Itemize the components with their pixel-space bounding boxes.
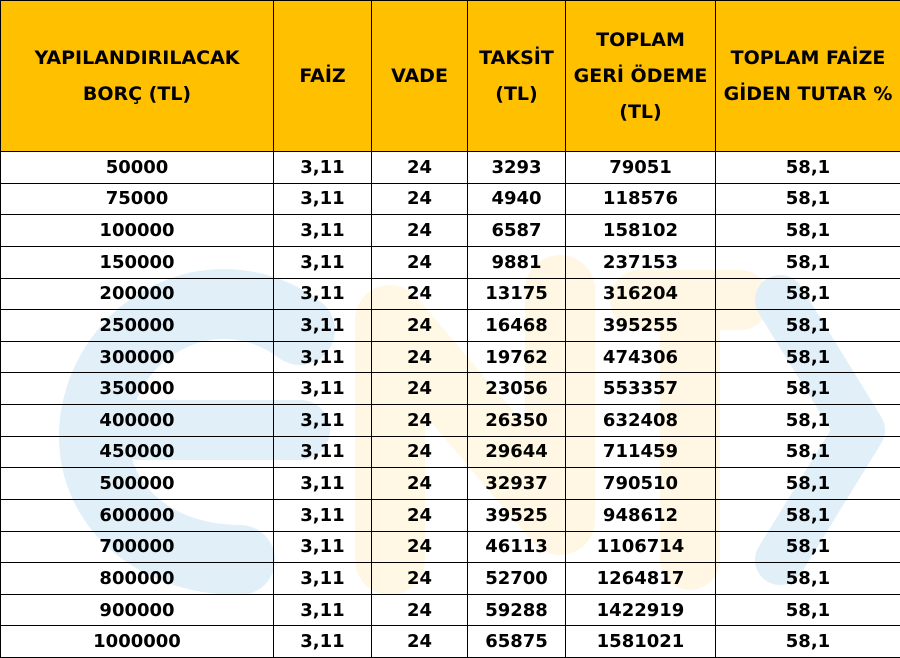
cell-term: 24 xyxy=(372,626,468,658)
column-header-debt-amount: YAPILANDIRILACAK BORÇ (TL) xyxy=(1,1,274,152)
table-row xyxy=(1,405,900,437)
cell-term: 24 xyxy=(372,278,468,310)
table-header-row xyxy=(1,1,900,152)
cell-total-repayment: 1106714 xyxy=(566,531,716,563)
cell-total-repayment: 1422919 xyxy=(566,594,716,626)
cell-total-interest-percent: 58,1 xyxy=(716,626,900,658)
cell-debt-amount: 900000 xyxy=(1,594,274,626)
cell-term: 24 xyxy=(372,563,468,595)
cell-total-repayment: 790510 xyxy=(566,468,716,500)
cell-debt-amount: 800000 xyxy=(1,563,274,595)
cell-total-repayment: 948612 xyxy=(566,499,716,531)
cell-installment: 9881 xyxy=(468,246,566,278)
table-row xyxy=(1,594,900,626)
cell-total-repayment: 237153 xyxy=(566,246,716,278)
column-header-total-interest-percent: TOPLAM FAİZE GİDEN TUTAR % xyxy=(716,1,900,152)
cell-debt-amount: 150000 xyxy=(1,246,274,278)
cell-total-interest-percent: 58,1 xyxy=(716,373,900,405)
cell-term: 24 xyxy=(372,499,468,531)
cell-debt-amount: 500000 xyxy=(1,468,274,500)
column-header-term: VADE xyxy=(372,1,468,152)
cell-debt-amount: 200000 xyxy=(1,278,274,310)
cell-debt-amount: 450000 xyxy=(1,436,274,468)
cell-interest-rate: 3,11 xyxy=(274,499,372,531)
cell-debt-amount: 75000 xyxy=(1,183,274,215)
cell-total-interest-percent: 58,1 xyxy=(716,405,900,437)
cell-installment: 65875 xyxy=(468,626,566,658)
cell-debt-amount: 350000 xyxy=(1,373,274,405)
cell-total-repayment: 632408 xyxy=(566,405,716,437)
cell-total-interest-percent: 58,1 xyxy=(716,594,900,626)
cell-total-repayment: 1264817 xyxy=(566,563,716,595)
table-row xyxy=(1,152,900,184)
cell-total-interest-percent: 58,1 xyxy=(716,531,900,563)
cell-total-interest-percent: 58,1 xyxy=(716,310,900,342)
cell-interest-rate: 3,11 xyxy=(274,246,372,278)
cell-total-interest-percent: 58,1 xyxy=(716,152,900,184)
cell-term: 24 xyxy=(372,373,468,405)
cell-debt-amount: 50000 xyxy=(1,152,274,184)
cell-total-interest-percent: 58,1 xyxy=(716,183,900,215)
cell-interest-rate: 3,11 xyxy=(274,183,372,215)
cell-term: 24 xyxy=(372,215,468,247)
table-row xyxy=(1,246,900,278)
table-row xyxy=(1,310,900,342)
cell-total-repayment: 474306 xyxy=(566,341,716,373)
table-row xyxy=(1,626,900,658)
cell-interest-rate: 3,11 xyxy=(274,152,372,184)
cell-installment: 26350 xyxy=(468,405,566,437)
cell-term: 24 xyxy=(372,183,468,215)
cell-debt-amount: 300000 xyxy=(1,341,274,373)
column-header-interest-rate: FAİZ xyxy=(274,1,372,152)
cell-term: 24 xyxy=(372,152,468,184)
cell-interest-rate: 3,11 xyxy=(274,278,372,310)
cell-total-interest-percent: 58,1 xyxy=(716,246,900,278)
cell-term: 24 xyxy=(372,531,468,563)
table-row xyxy=(1,468,900,500)
cell-total-repayment: 711459 xyxy=(566,436,716,468)
cell-debt-amount: 700000 xyxy=(1,531,274,563)
cell-total-repayment: 158102 xyxy=(566,215,716,247)
cell-interest-rate: 3,11 xyxy=(274,563,372,595)
cell-total-interest-percent: 58,1 xyxy=(716,215,900,247)
cell-total-repayment: 316204 xyxy=(566,278,716,310)
cell-total-repayment: 1581021 xyxy=(566,626,716,658)
cell-debt-amount: 100000 xyxy=(1,215,274,247)
cell-installment: 46113 xyxy=(468,531,566,563)
table-row xyxy=(1,341,900,373)
cell-total-interest-percent: 58,1 xyxy=(716,499,900,531)
cell-total-interest-percent: 58,1 xyxy=(716,468,900,500)
cell-term: 24 xyxy=(372,341,468,373)
cell-total-repayment: 118576 xyxy=(566,183,716,215)
cell-debt-amount: 600000 xyxy=(1,499,274,531)
cell-total-interest-percent: 58,1 xyxy=(716,341,900,373)
cell-interest-rate: 3,11 xyxy=(274,468,372,500)
table-row xyxy=(1,183,900,215)
table-row xyxy=(1,215,900,247)
table-row xyxy=(1,436,900,468)
cell-installment: 23056 xyxy=(468,373,566,405)
cell-installment: 59288 xyxy=(468,594,566,626)
column-header-installment: TAKSİT (TL) xyxy=(468,1,566,152)
table-row xyxy=(1,499,900,531)
cell-term: 24 xyxy=(372,468,468,500)
cell-total-repayment: 395255 xyxy=(566,310,716,342)
cell-total-interest-percent: 58,1 xyxy=(716,563,900,595)
table-row xyxy=(1,278,900,310)
cell-interest-rate: 3,11 xyxy=(274,594,372,626)
cell-installment: 3293 xyxy=(468,152,566,184)
column-header-total-repayment: TOPLAM GERİ ÖDEME (TL) xyxy=(566,1,716,152)
cell-term: 24 xyxy=(372,594,468,626)
cell-installment: 13175 xyxy=(468,278,566,310)
cell-term: 24 xyxy=(372,405,468,437)
cell-interest-rate: 3,11 xyxy=(274,405,372,437)
table-row xyxy=(1,373,900,405)
cell-term: 24 xyxy=(372,310,468,342)
cell-interest-rate: 3,11 xyxy=(274,436,372,468)
cell-installment: 32937 xyxy=(468,468,566,500)
cell-interest-rate: 3,11 xyxy=(274,310,372,342)
cell-interest-rate: 3,11 xyxy=(274,626,372,658)
table-row xyxy=(1,531,900,563)
cell-installment: 4940 xyxy=(468,183,566,215)
cell-debt-amount: 1000000 xyxy=(1,626,274,658)
cell-debt-amount: 400000 xyxy=(1,405,274,437)
cell-interest-rate: 3,11 xyxy=(274,215,372,247)
cell-installment: 19762 xyxy=(468,341,566,373)
cell-total-interest-percent: 58,1 xyxy=(716,278,900,310)
cell-debt-amount: 250000 xyxy=(1,310,274,342)
cell-total-repayment: 553357 xyxy=(566,373,716,405)
cell-total-repayment: 79051 xyxy=(566,152,716,184)
cell-interest-rate: 3,11 xyxy=(274,531,372,563)
cell-installment: 6587 xyxy=(468,215,566,247)
cell-total-interest-percent: 58,1 xyxy=(716,436,900,468)
cell-installment: 52700 xyxy=(468,563,566,595)
cell-installment: 16468 xyxy=(468,310,566,342)
cell-interest-rate: 3,11 xyxy=(274,341,372,373)
cell-term: 24 xyxy=(372,436,468,468)
cell-installment: 29644 xyxy=(468,436,566,468)
cell-interest-rate: 3,11 xyxy=(274,373,372,405)
cell-term: 24 xyxy=(372,246,468,278)
cell-installment: 39525 xyxy=(468,499,566,531)
table-row xyxy=(1,563,900,595)
